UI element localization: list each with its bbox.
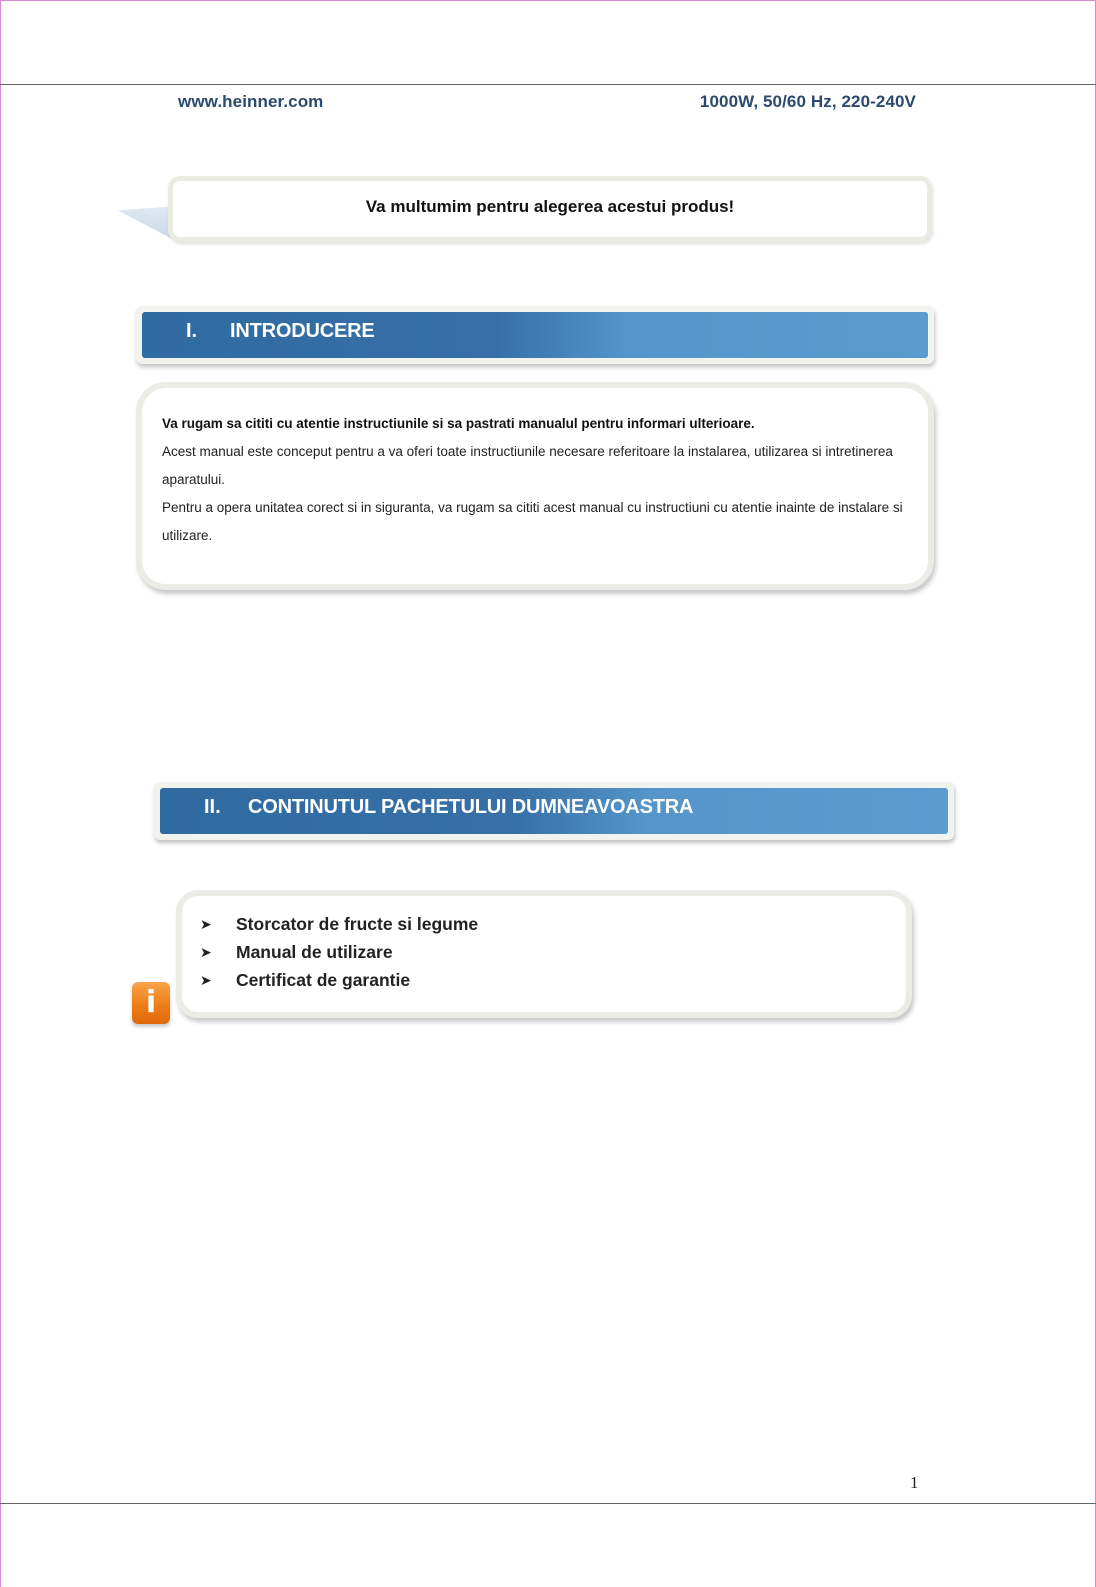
header-specs: 1000W, 50/60 Hz, 220-240V <box>699 92 916 111</box>
arrow-bullet-icon: ➤ <box>200 944 212 960</box>
thanks-text: Va multumim pentru alegerea acestui produs! <box>365 197 735 216</box>
page-frame-left <box>0 0 1 1587</box>
section-number: I. <box>186 320 198 342</box>
arrow-bullet-icon: ➤ <box>200 916 212 932</box>
intro-lead: Va rugam sa cititi cu atentie instructiunile si sa pastrati manualul pentru informari ulterioare. <box>162 416 755 431</box>
intro-paragraph-1: Acest manual este conceput pentru a va oferi toate instructiunile necesare referitoare la instalarea, utilizarea si intretinerea aparatului. <box>162 444 893 487</box>
arrow-bullet-icon: ➤ <box>200 972 212 988</box>
info-icon: i <box>132 982 170 1024</box>
section-header-introducere <box>136 306 934 364</box>
section-header-continutul <box>154 782 954 840</box>
package-contents-box <box>176 890 912 1018</box>
list-item <box>200 910 906 938</box>
header-website: www.heinner.com <box>178 92 324 111</box>
section-title: INTRODUCERE <box>230 320 375 342</box>
intro-text-box <box>136 382 934 590</box>
section-title: CONTINUTUL PACHETULUI DUMNEAVOASTRA <box>248 796 694 818</box>
list-item-label: Storcator de fructe si legume <box>236 914 479 934</box>
page-number: 1 <box>910 1473 919 1492</box>
intro-paragraph-2: Pentru a opera unitatea corect si in siguranta, va rugam sa cititi acest manual cu instructiuni cu atentie inainte de instalare si utilizare. <box>162 500 903 543</box>
list-item-label: Manual de utilizare <box>236 942 393 962</box>
page-frame-top <box>0 0 1096 1</box>
section-bar <box>160 788 948 834</box>
footer-rule <box>0 1503 1096 1504</box>
list-item-label: Certificat de garantie <box>236 970 411 990</box>
list-item <box>200 966 906 994</box>
list-item <box>200 938 906 966</box>
header-rule <box>0 84 1096 85</box>
thanks-callout <box>168 176 932 242</box>
section-number: II. <box>204 796 221 818</box>
section-bar <box>142 312 928 358</box>
